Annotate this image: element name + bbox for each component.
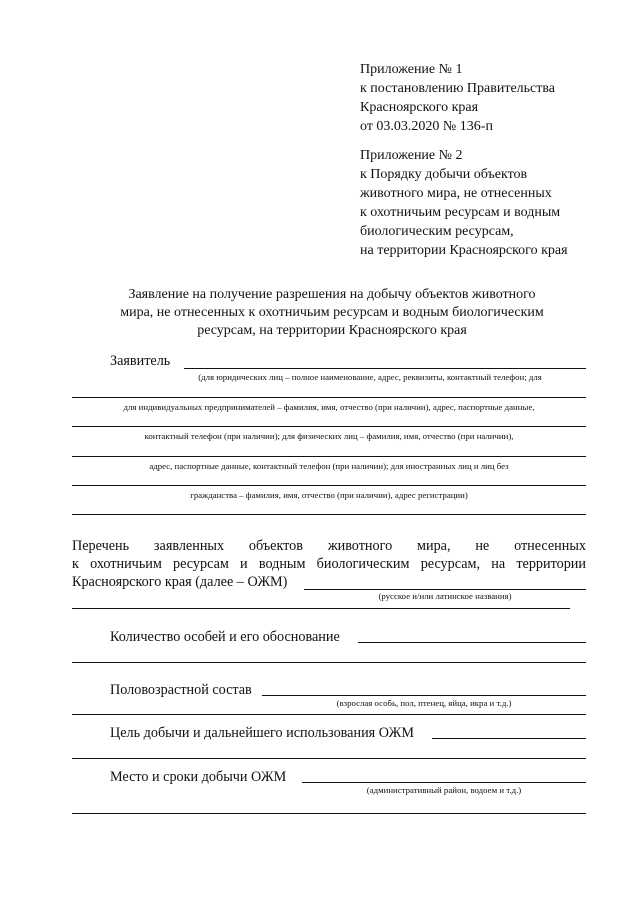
- quantity-field-line[interactable]: [358, 642, 586, 643]
- species-field-line[interactable]: [72, 608, 570, 609]
- place-field-line[interactable]: [302, 782, 586, 783]
- species-hint: (русское и/или латинское названия): [378, 591, 512, 601]
- title-line: Заявление на получение разрешения на добычу объектов животного: [128, 287, 536, 302]
- applicant-field-line[interactable]: [72, 426, 586, 427]
- quantity-field-line[interactable]: [72, 662, 586, 663]
- sex-age-field-line[interactable]: [72, 714, 586, 715]
- applicant-hint: для индивидуальных предпринимателей – фамилия, имя, отчество (при наличии), адрес, паспортные данные,: [123, 402, 535, 412]
- appendix-1-line: к постановлению Правительства: [360, 81, 556, 96]
- paragraph-line: к охотничьим ресурсам и водным биологическим ресурсам, на территории: [72, 556, 586, 572]
- appendix-2-line: животного мира, не отнесенных: [360, 186, 552, 201]
- paragraph-line: Красноярского края (далее – ОЖМ): [72, 574, 288, 590]
- appendix-1-header: [360, 60, 620, 136]
- form-title: [80, 286, 584, 340]
- appendix-2-line: к охотничьим ресурсам и водным: [360, 205, 561, 220]
- paragraph-line: Перечень заявленных объектов животного мира, не отнесенных: [72, 538, 586, 554]
- applicant-hint: контактный телефон (при наличии); для физических лиц – фамилия, имя, отчество (при наличии),: [144, 431, 514, 441]
- species-list-paragraph: [72, 537, 586, 591]
- title-line: ресурсам, на территории Красноярского края: [197, 323, 467, 338]
- species-field-line[interactable]: [304, 589, 586, 590]
- applicant-field-line[interactable]: [72, 397, 586, 398]
- applicant-field-line[interactable]: [72, 485, 586, 486]
- appendix-1-line: Приложение № 1: [360, 62, 463, 77]
- applicant-label: Заявитель: [110, 353, 171, 369]
- appendix-2-line: к Порядку добычи объектов: [360, 167, 528, 182]
- place-label: Место и сроки добычи ОЖМ: [110, 769, 287, 785]
- purpose-field-line[interactable]: [432, 738, 586, 739]
- applicant-hint: гражданства – фамилия, имя, отчество (при наличии), адрес регистрации): [190, 490, 468, 500]
- appendix-2-line: на территории Красноярского края: [360, 243, 568, 258]
- appendix-1-line: Красноярского края: [360, 100, 479, 115]
- place-hint: (административный район, водоем и т.д.): [366, 785, 522, 795]
- purpose-field-line[interactable]: [72, 758, 586, 759]
- sex-age-field-line[interactable]: [262, 695, 586, 696]
- applicant-field-line[interactable]: [72, 514, 586, 515]
- appendix-2-line: биологическим ресурсам,: [360, 224, 514, 239]
- sex-age-hint: (взрослая особь, пол, птенец, яйца, икра и т.д.): [336, 698, 512, 708]
- applicant-field-line[interactable]: [184, 368, 586, 369]
- purpose-label: Цель добычи и дальнейшего использования ОЖМ: [110, 725, 414, 741]
- quantity-label: Количество особей и его обоснование: [110, 629, 340, 645]
- applicant-hint: (для юридических лиц – полное наименование, адрес, реквизиты, контактный телефон; для: [198, 372, 542, 382]
- appendix-2-header: [360, 146, 620, 260]
- title-line: мира, не отнесенных к охотничьим ресурсам и водным биологическим: [120, 305, 544, 320]
- appendix-2-line: Приложение № 2: [360, 148, 463, 163]
- appendix-1-line: от 03.03.2020 № 136-п: [360, 119, 493, 134]
- place-field-line[interactable]: [72, 813, 586, 814]
- sex-age-label: Половозрастной состав: [110, 682, 252, 698]
- applicant-field-line[interactable]: [72, 456, 586, 457]
- applicant-hint: адрес, паспортные данные, контактный телефон (при наличии); для иностранных лиц и лиц без: [149, 461, 509, 471]
